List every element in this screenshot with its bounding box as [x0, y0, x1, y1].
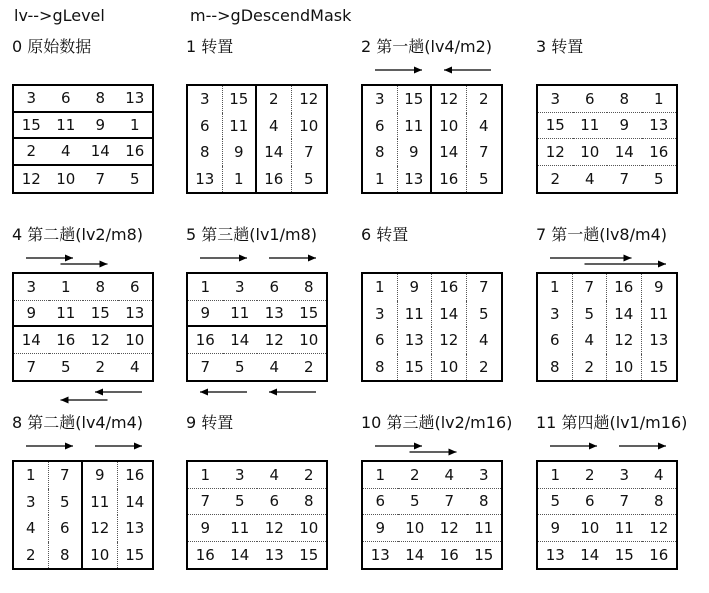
- matrix-cell: 7: [573, 274, 608, 301]
- matrix-cell: 12: [642, 515, 677, 542]
- matrix-cell: 2: [478, 90, 489, 109]
- matrix-grid: [186, 84, 328, 194]
- panel-title: 0 原始数据: [12, 37, 92, 56]
- matrix-cell: 12: [257, 515, 292, 542]
- matrix-cell: 13: [398, 327, 433, 354]
- arrow-right: [550, 255, 632, 262]
- sort-direction-arrows: [186, 222, 354, 392]
- matrix-grid: [536, 84, 678, 194]
- matrix-cell: 3: [188, 86, 223, 113]
- sort-direction-arrows: [361, 34, 529, 204]
- matrix-cell: 11: [49, 301, 84, 328]
- panel-1: [186, 34, 354, 204]
- matrix-cell: 9: [188, 301, 223, 328]
- matrix-cell: 8: [607, 86, 642, 113]
- matrix-cell: 15: [649, 357, 669, 376]
- matrix-cell: 15: [398, 354, 433, 381]
- matrix-cell: 1: [188, 274, 223, 301]
- matrix-cell: 13: [257, 301, 292, 328]
- arrow-right: [95, 443, 142, 450]
- matrix-cell: 13: [649, 331, 669, 350]
- panel-title: 3 转置: [536, 37, 584, 56]
- matrix-cell: 2: [550, 169, 561, 188]
- matrix-cell: 1: [49, 274, 84, 301]
- matrix-cell: 14: [580, 545, 600, 564]
- matrix-cell: 12: [83, 515, 118, 542]
- matrix-cell: 1: [14, 462, 49, 489]
- matrix-cell: 13: [264, 545, 284, 564]
- matrix-cell: 3: [14, 489, 49, 516]
- matrix-cell: 1: [363, 462, 398, 489]
- matrix-cell: 1: [188, 462, 223, 489]
- matrix-cell: 6: [363, 327, 398, 354]
- matrix-cell: 4: [642, 462, 677, 489]
- matrix-cell: 4: [129, 357, 140, 376]
- matrix-cell: 11: [83, 489, 118, 516]
- matrix-cell: 3: [223, 274, 258, 301]
- matrix-cell: 15: [398, 86, 433, 113]
- matrix-cell: 15: [125, 545, 145, 564]
- matrix-cell: 1: [642, 86, 677, 113]
- matrix-cell: 5: [49, 489, 84, 516]
- matrix-cell: 9: [188, 515, 223, 542]
- matrix-cell: 6: [538, 327, 573, 354]
- matrix-cell: 5: [478, 304, 489, 323]
- sort-direction-arrows: [12, 410, 180, 580]
- matrix-cell: 12: [21, 169, 41, 188]
- matrix-cell: 14: [125, 492, 145, 511]
- matrix-cell: 2: [478, 357, 489, 376]
- matrix-cell: 12: [432, 327, 467, 354]
- matrix-cell: 14: [223, 327, 258, 354]
- matrix-cell: 15: [292, 301, 327, 328]
- matrix-cell: 2: [303, 357, 314, 376]
- arrow-right: [619, 443, 666, 450]
- matrix-cell: 4: [432, 462, 467, 489]
- panel-title: 10 第三趟(lv2/m16): [361, 413, 513, 432]
- panel-3: [536, 34, 704, 204]
- matrix-cell: 7: [619, 169, 630, 188]
- matrix-cell: 5: [573, 301, 608, 328]
- panel-5: [186, 222, 354, 392]
- matrix-cell: 13: [188, 166, 223, 193]
- matrix-cell: 6: [573, 489, 608, 516]
- panel-title: 1 转置: [186, 37, 234, 56]
- matrix-cell: 7: [26, 357, 37, 376]
- matrix-grid: [361, 272, 503, 382]
- matrix-cell: 5: [60, 357, 71, 376]
- matrix-cell: 10: [83, 542, 118, 569]
- sort-direction-arrows: [12, 222, 180, 392]
- matrix-cell: 3: [538, 86, 573, 113]
- matrix-cell: 7: [478, 143, 489, 162]
- arrow-right: [61, 261, 108, 268]
- matrix-cell: 6: [257, 274, 292, 301]
- arrow-right: [410, 449, 457, 456]
- matrix-cell: 5: [303, 169, 314, 188]
- matrix-cell: 14: [607, 301, 642, 328]
- panel-title: 8 第二趟(lv4/m4): [12, 413, 144, 432]
- arrow-left: [61, 397, 108, 404]
- matrix-cell: 4: [478, 331, 489, 350]
- matrix-cell: 3: [467, 462, 502, 489]
- matrix-cell: 4: [14, 515, 49, 542]
- matrix-cell: 9: [398, 139, 433, 166]
- matrix-cell: 8: [363, 139, 398, 166]
- matrix-cell: 10: [573, 139, 608, 166]
- matrix-cell: 5: [538, 489, 573, 516]
- matrix-cell: 14: [432, 139, 467, 166]
- matrix-cell: 6: [257, 489, 292, 516]
- matrix-cell: 14: [257, 139, 292, 166]
- matrix-cell: 3: [14, 274, 49, 301]
- matrix-cell: 8: [292, 489, 327, 516]
- matrix-cell: 12: [607, 327, 642, 354]
- matrix-cell: 12: [299, 90, 319, 109]
- matrix-cell: 15: [538, 113, 573, 140]
- matrix-cell: 2: [14, 542, 49, 569]
- matrix-cell: 7: [432, 489, 467, 516]
- matrix-cell: 13: [118, 301, 153, 328]
- matrix-cell: 10: [398, 515, 433, 542]
- matrix-cell: 13: [370, 545, 390, 564]
- matrix-cell: 9: [83, 113, 118, 140]
- matrix-cell: 6: [573, 86, 608, 113]
- matrix-cell: 3: [363, 86, 398, 113]
- matrix-cell: 3: [538, 301, 573, 328]
- matrix-cell: 6: [49, 86, 84, 113]
- arrow-right: [375, 443, 422, 450]
- matrix-cell: 15: [614, 545, 634, 564]
- matrix-cell: 5: [234, 357, 245, 376]
- matrix-cell: 11: [223, 301, 258, 328]
- matrix-cell: 10: [432, 354, 467, 381]
- matrix-cell: 12: [538, 139, 573, 166]
- matrix-grid: [186, 460, 328, 570]
- matrix-cell: 16: [432, 166, 467, 193]
- matrix-grid: [12, 84, 154, 194]
- panel-title: 7 第一趟(lv8/m4): [536, 225, 668, 244]
- matrix-cell: 4: [257, 113, 292, 140]
- matrix-cell: 2: [14, 139, 49, 166]
- panel-2: [361, 34, 529, 204]
- panel-title: 5 第三趟(lv1/m8): [186, 225, 318, 244]
- arrow-right: [200, 255, 247, 262]
- arrow-right: [550, 443, 597, 450]
- matrix-cell: 3: [607, 462, 642, 489]
- matrix-cell: 5: [223, 489, 258, 516]
- arrow-left: [269, 389, 316, 396]
- matrix-cell: 4: [49, 139, 84, 166]
- sort-direction-arrows: [361, 410, 529, 580]
- matrix-cell: 2: [95, 357, 106, 376]
- matrix-cell: 3: [223, 462, 258, 489]
- matrix-cell: 4: [584, 169, 595, 188]
- matrix-cell: 10: [292, 327, 327, 354]
- matrix-cell: 9: [363, 515, 398, 542]
- panel-title: 4 第二趟(lv2/m8): [12, 225, 144, 244]
- matrix-cell: 5: [653, 169, 664, 188]
- matrix-cell: 16: [649, 545, 669, 564]
- matrix-cell: 2: [573, 462, 608, 489]
- matrix-cell: 8: [538, 354, 573, 381]
- matrix-cell: 16: [257, 166, 292, 193]
- matrix-cell: 8: [292, 274, 327, 301]
- matrix-cell: 7: [303, 143, 314, 162]
- matrix-cell: 7: [478, 278, 489, 297]
- matrix-cell: 10: [56, 169, 76, 188]
- matrix-cell: 9: [223, 139, 258, 166]
- matrix-cell: 6: [363, 113, 398, 140]
- matrix-cell: 5: [398, 489, 433, 516]
- panel-7: [536, 222, 704, 392]
- matrix-cell: 8: [83, 274, 118, 301]
- matrix-cell: 10: [607, 354, 642, 381]
- matrix-cell: 16: [118, 139, 153, 166]
- matrix-cell: 6: [188, 113, 223, 140]
- matrix-cell: 16: [195, 545, 215, 564]
- matrix-cell: 12: [432, 86, 467, 113]
- matrix-cell: 16: [49, 327, 84, 354]
- matrix-cell: 11: [398, 301, 433, 328]
- matrix-cell: 14: [432, 301, 467, 328]
- panel-6: [361, 222, 529, 392]
- matrix-cell: 8: [188, 139, 223, 166]
- matrix-cell: 12: [83, 327, 118, 354]
- matrix-cell: 15: [474, 545, 494, 564]
- matrix-cell: 6: [49, 515, 84, 542]
- matrix-cell: 2: [573, 354, 608, 381]
- matrix-cell: 15: [14, 113, 49, 140]
- matrix-cell: 14: [607, 139, 642, 166]
- matrix-cell: 1: [363, 274, 398, 301]
- matrix-cell: 7: [607, 489, 642, 516]
- matrix-cell: 2: [257, 86, 292, 113]
- panel-title: 11 第四趟(lv1/m16): [536, 413, 688, 432]
- matrix-cell: 8: [49, 542, 84, 569]
- matrix-cell: 11: [49, 113, 84, 140]
- matrix-cell: 11: [649, 304, 669, 323]
- matrix-cell: 14: [83, 139, 118, 166]
- panel-10: [361, 410, 529, 580]
- matrix-cell: 9: [398, 274, 433, 301]
- matrix-cell: 1: [538, 462, 573, 489]
- matrix-cell: 4: [257, 462, 292, 489]
- matrix-cell: 16: [439, 545, 459, 564]
- matrix-cell: 16: [607, 274, 642, 301]
- arrow-right: [26, 443, 73, 450]
- matrix-cell: 14: [14, 327, 49, 354]
- matrix-cell: 10: [573, 515, 608, 542]
- matrix-cell: 4: [573, 327, 608, 354]
- matrix-cell: 1: [223, 166, 258, 193]
- matrix-cell: 10: [299, 116, 319, 135]
- matrix-cell: 16: [125, 466, 145, 485]
- matrix-cell: 3: [363, 301, 398, 328]
- matrix-cell: 13: [545, 545, 565, 564]
- arrow-right: [269, 255, 316, 262]
- matrix-cell: 3: [14, 86, 49, 113]
- matrix-cell: 9: [83, 462, 118, 489]
- matrix-cell: 5: [129, 169, 140, 188]
- arrow-left: [95, 389, 142, 396]
- matrix-cell: 1: [118, 113, 153, 140]
- panel-9: [186, 410, 354, 580]
- matrix-cell: 9: [653, 278, 664, 297]
- matrix-cell: 8: [467, 489, 502, 516]
- matrix-cell: 5: [478, 169, 489, 188]
- matrix-cell: 13: [642, 113, 677, 140]
- matrix-cell: 1: [363, 166, 398, 193]
- arrow-right: [585, 261, 667, 268]
- matrix-cell: 1: [538, 274, 573, 301]
- legend-lv: lv-->gLevel: [14, 6, 105, 25]
- matrix-cell: 15: [83, 301, 118, 328]
- panel-0: [12, 34, 180, 204]
- matrix-cell: 15: [223, 86, 258, 113]
- matrix-cell: 6: [363, 489, 398, 516]
- matrix-cell: 4: [478, 116, 489, 135]
- matrix-cell: 14: [405, 545, 425, 564]
- matrix-cell: 11: [573, 113, 608, 140]
- matrix-cell: 2: [292, 462, 327, 489]
- matrix-cell: 12: [257, 327, 292, 354]
- panel-title: 6 转置: [361, 225, 409, 244]
- matrix-cell: 11: [398, 113, 433, 140]
- matrix-cell: 10: [432, 113, 467, 140]
- arrow-left: [200, 389, 247, 396]
- matrix-cell: 16: [432, 274, 467, 301]
- matrix-cell: 7: [95, 169, 106, 188]
- matrix-cell: 4: [269, 357, 280, 376]
- arrow-right: [375, 67, 422, 74]
- panel-title: 2 第一趟(lv4/m2): [361, 37, 493, 56]
- matrix-cell: 13: [125, 519, 145, 538]
- matrix-cell: 10: [292, 515, 327, 542]
- matrix-cell: 8: [363, 354, 398, 381]
- arrow-left: [444, 67, 491, 74]
- matrix-cell: 6: [118, 274, 153, 301]
- matrix-cell: 8: [83, 86, 118, 113]
- legend-m: m-->gDescendMask: [190, 6, 352, 25]
- panel-title: 9 转置: [186, 413, 234, 432]
- matrix-cell: 9: [14, 301, 49, 328]
- matrix-cell: 11: [223, 515, 258, 542]
- matrix-cell: 16: [642, 139, 677, 166]
- sort-direction-arrows: [536, 410, 704, 580]
- matrix-cell: 15: [299, 545, 319, 564]
- matrix-cell: 12: [432, 515, 467, 542]
- matrix-cell: 13: [398, 166, 433, 193]
- sort-direction-arrows: [536, 222, 704, 392]
- matrix-cell: 16: [188, 327, 223, 354]
- panel-8: [12, 410, 180, 580]
- arrow-right: [26, 255, 73, 262]
- matrix-cell: 11: [607, 515, 642, 542]
- matrix-cell: 8: [642, 489, 677, 516]
- matrix-cell: 9: [607, 113, 642, 140]
- matrix-cell: 14: [230, 545, 250, 564]
- panel-4: [12, 222, 180, 392]
- matrix-cell: 7: [200, 357, 211, 376]
- matrix-cell: 9: [538, 515, 573, 542]
- matrix-cell: 2: [398, 462, 433, 489]
- matrix-cell: 7: [188, 489, 223, 516]
- matrix-cell: 10: [118, 327, 153, 354]
- matrix-cell: 7: [49, 462, 84, 489]
- matrix-cell: 13: [118, 86, 153, 113]
- matrix-cell: 11: [223, 113, 258, 140]
- panel-11: [536, 410, 704, 580]
- matrix-cell: 11: [467, 515, 502, 542]
